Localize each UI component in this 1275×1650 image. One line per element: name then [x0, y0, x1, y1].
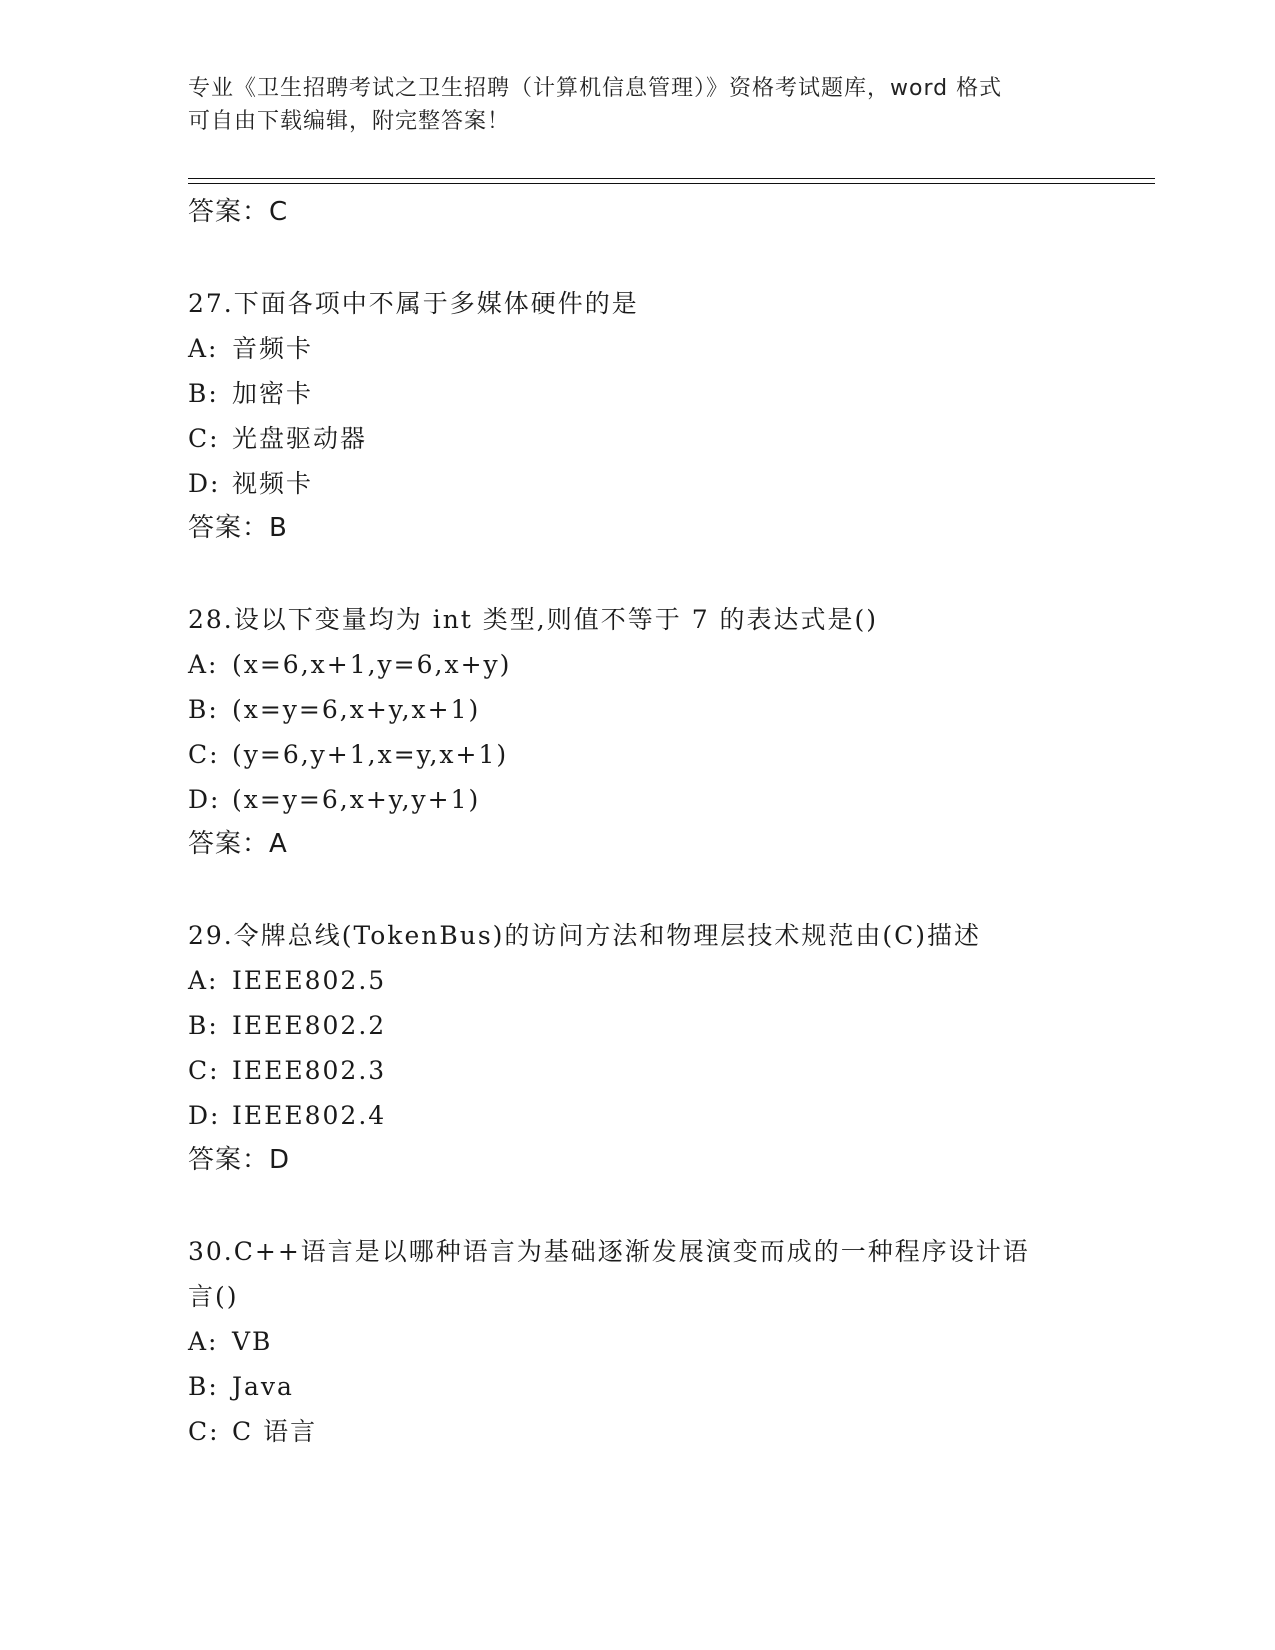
option-text: IEEE802.5: [232, 966, 387, 995]
option-c: [188, 1409, 1088, 1454]
option-label: B:: [188, 1011, 219, 1040]
header-rule-top: [188, 178, 1155, 179]
option-label: C:: [188, 1056, 220, 1085]
option-label: C:: [188, 1417, 220, 1446]
spacer: [188, 867, 1088, 913]
option-text: C 语言: [232, 1417, 318, 1446]
spacer: [188, 551, 1088, 597]
option-text: Java: [232, 1372, 294, 1401]
option-b: [188, 1003, 1088, 1048]
option-text: (x=6,x+1,y=6,x+y): [232, 650, 512, 679]
option-label: D:: [188, 1101, 221, 1130]
option-text: (x=y=6,x+y,x+1): [232, 695, 481, 724]
option-label: A:: [188, 650, 219, 679]
option-label: A:: [188, 966, 219, 995]
option-label: B:: [188, 695, 219, 724]
option-a: [188, 1319, 1088, 1364]
option-c: [188, 416, 1088, 461]
option-label: D:: [188, 785, 221, 814]
option-c: [188, 1048, 1088, 1093]
option-label: A:: [188, 334, 219, 363]
question-list: [188, 190, 1088, 1454]
option-b: [188, 1364, 1088, 1409]
question-stem: 29.令牌总线(TokenBus)的访问方法和物理层技术规范由(C)描述: [188, 921, 982, 950]
option-text: IEEE802.4: [232, 1101, 387, 1130]
option-text: 加密卡: [232, 379, 314, 408]
option-a: [188, 326, 1088, 371]
option-text: (x=y=6,x+y,y+1): [232, 785, 481, 814]
option-label: D:: [188, 469, 221, 498]
spacer: [188, 1183, 1088, 1229]
option-text: VB: [232, 1327, 273, 1356]
option-a: [188, 642, 1088, 687]
option-label: C:: [188, 740, 220, 769]
option-text: 视频卡: [232, 469, 314, 498]
option-d: [188, 777, 1088, 822]
option-d: [188, 1093, 1088, 1138]
question-stem: 27.下面各项中不属于多媒体硬件的是: [188, 289, 639, 318]
spacer: [188, 235, 1088, 281]
question-stem: 28.设以下变量均为 int 类型,则值不等于 7 的表达式是(): [188, 605, 879, 634]
option-c: [188, 732, 1088, 777]
option-label: A:: [188, 1327, 219, 1356]
question-stem-line-2: 言(): [188, 1282, 239, 1311]
question-28: [188, 597, 1088, 867]
answer: 答案：A: [188, 829, 288, 859]
option-text: IEEE802.2: [232, 1011, 387, 1040]
option-text: (y=6,y+1,x=y,x+1): [232, 740, 509, 769]
header-rule-bottom: [188, 183, 1155, 184]
document-header: [188, 72, 1068, 138]
question-30: [188, 1229, 1088, 1454]
option-b: [188, 371, 1088, 416]
question-29: [188, 913, 1088, 1183]
option-label: B:: [188, 379, 219, 408]
option-b: [188, 687, 1088, 732]
option-label: B:: [188, 1372, 219, 1401]
question-27: [188, 281, 1088, 551]
answer: 答案：B: [188, 513, 288, 543]
question-stem-line-1: 30.C++语言是以哪种语言为基础逐渐发展演变而成的一种程序设计语: [188, 1237, 1030, 1266]
option-label: C:: [188, 424, 220, 453]
header-line-2: 可自由下载编辑，附完整答案！: [188, 109, 511, 134]
option-text: 光盘驱动器: [232, 424, 368, 453]
option-a: [188, 958, 1088, 1003]
option-d: [188, 461, 1088, 506]
option-text: IEEE802.3: [232, 1056, 387, 1085]
previous-answer: 答案：C: [188, 197, 289, 227]
option-text: 音频卡: [232, 334, 314, 363]
answer: 答案：D: [188, 1145, 291, 1175]
header-line-1: 专业《卫生招聘考试之卫生招聘（计算机信息管理）》资格考试题库，word 格式: [188, 76, 1003, 101]
